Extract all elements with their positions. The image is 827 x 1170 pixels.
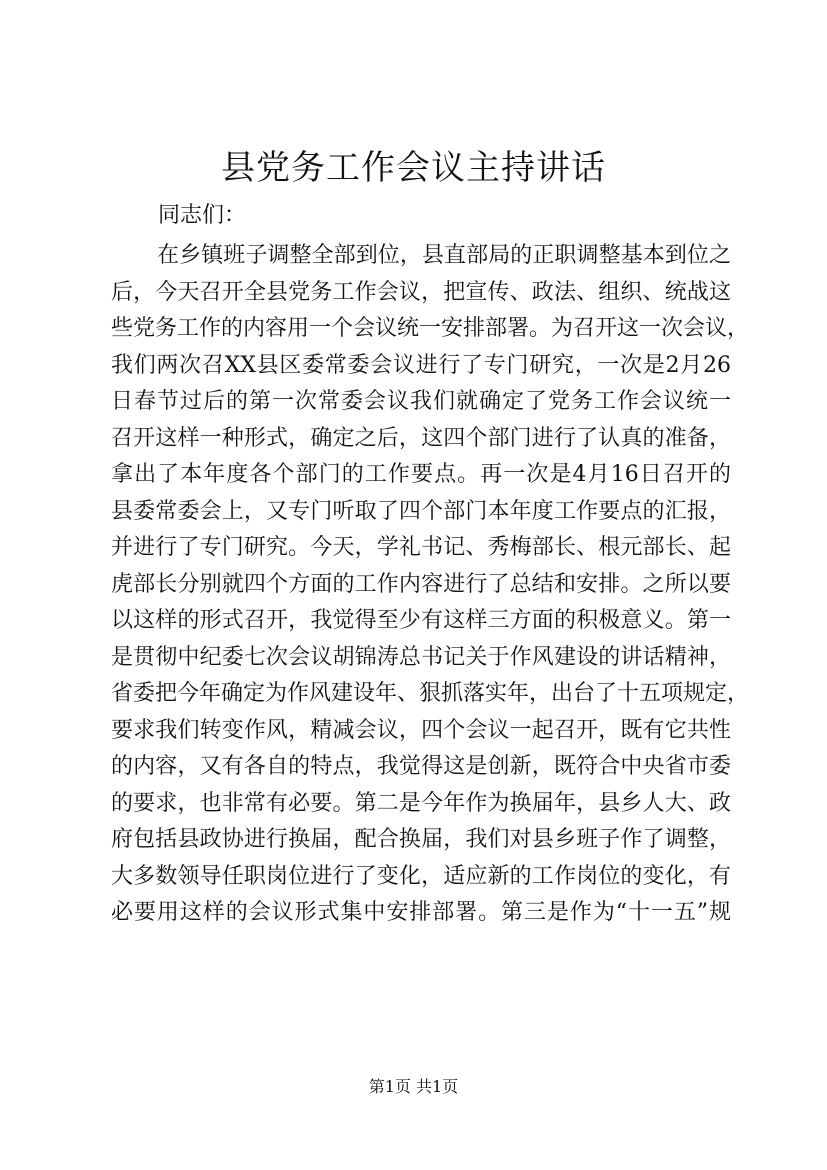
paragraph-line: 的要求，也非常有必要。第二是今年作为换届年，县乡人大、政 (111, 790, 731, 816)
paragraph-line: 召开这样一种形式，确定之后，这四个部门进行了认真的准备， (111, 425, 731, 451)
paragraph-line: 虎部长分别就四个方面的工作内容进行了总结和安排。之所以要 (111, 571, 731, 597)
paragraph-line: 是贯彻中纪委七次会议胡锦涛总书记关于作风建设的讲话精神， (111, 644, 731, 670)
paragraph-line: 省委把今年确定为作风建设年、狠抓落实年，出台了十五项规定， (111, 681, 750, 706)
paragraph-line: 大多数领导任职岗位进行了变化，适应新的工作岗位的变化，有 (111, 863, 731, 889)
paragraph-line: 拿出了本年度各个部门的工作要点。再一次是4月16日召开的 (111, 462, 731, 487)
body-paragraph (111, 238, 750, 932)
paragraph-line: 的内容，又有各自的特点，我觉得这是创新，既符合中央省市委 (111, 754, 731, 779)
greeting: 同志们： (158, 203, 247, 228)
paragraph-line: 在乡镇班子调整全部到位，县直部局的正职调整基本到位之 (157, 243, 731, 268)
paragraph-line: 府包括县政协进行换届，配合换届，我们对县乡班子作了调整， (111, 827, 731, 852)
paragraph-line: 必要用这样的会议形式集中安排部署。第三是作为“十一五”规 (111, 900, 731, 925)
paragraph-line: 要求我们转变作风，精减会议，四个会议一起召开，既有它共性 (111, 717, 731, 743)
paragraph-line: 我们两次召XX县区委常委会议进行了专门研究，一次是2月26 (111, 352, 731, 378)
paragraph-line: 日春节过后的第一次常委会议我们就确定了党务工作会议统一 (111, 389, 731, 414)
paragraph-line: 并进行了专门研究。今天，学礼书记、秀梅部长、根元部长、起 (111, 535, 731, 560)
paragraph-line: 以这样的形式召开，我觉得至少有这样三方面的积极意义。第一 (111, 608, 731, 633)
paragraph-line: 后，今天召开全县党务工作会议，把宣传、政法、组织、统战这 (111, 279, 731, 305)
document-title: 县党务工作会议主持讲话 (221, 148, 606, 188)
paragraph-line: 些党务工作的内容用一个会议统一安排部署。为召开这一次会议， (111, 316, 750, 341)
paragraph-line: 县委常委会上，又专门听取了四个部门本年度工作要点的汇报， (111, 498, 731, 524)
page-footer: 第1页 共1页 (368, 1077, 459, 1096)
